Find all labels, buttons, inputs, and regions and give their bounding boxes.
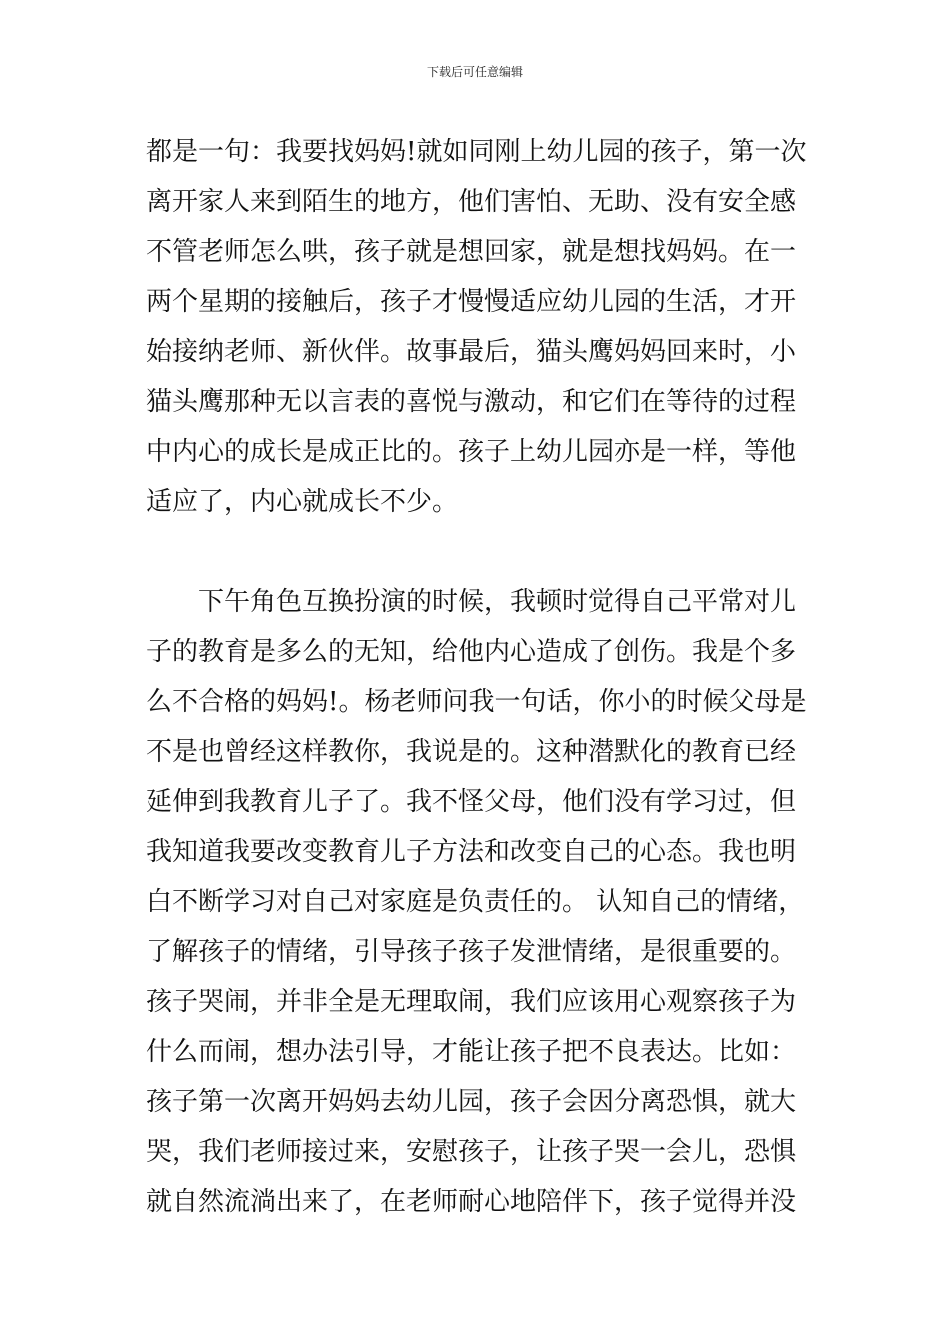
text-line: 什么而闹，想办法引导，才能让孩子把不良表达。比如： [146, 1037, 797, 1067]
text-line: 不是也曾经这样教你，我说是的。这种潜默化的教育已经 [146, 737, 797, 767]
text-line: 始接纳老师、新伙伴。故事最后，猫头鹰妈妈回来时，小 [146, 337, 797, 367]
text-line: 下午角色互换扮演的时候，我顿时觉得自己平常对儿 [146, 587, 797, 617]
paragraph-1 [146, 127, 816, 527]
page-header: 下载后可任意编辑 [426, 65, 523, 79]
text-line: 我知道我要改变教育儿子方法和改变自己的心态。我也明 [146, 837, 797, 867]
text-line: 中内心的成长是成正比的。孩子上幼儿园亦是一样，等他 [146, 437, 797, 467]
text-line: 白不断学习对自己对家庭是负责任的。 认知自己的情绪， [146, 887, 805, 917]
text-line: 就自然流淌出来了，在老师耐心地陪伴下，孩子觉得并没 [146, 1187, 797, 1217]
text-line: 孩子哭闹，并非全是无理取闹，我们应该用心观察孩子为 [146, 987, 797, 1017]
text-line: 两个星期的接触后，孩子才慢慢适应幼儿园的生活，才开 [146, 287, 797, 317]
text-line: 都是一句：我要找妈妈!就如同刚上幼儿园的孩子，第一次 [146, 137, 807, 167]
text-line: 么不合格的妈妈!。杨老师问我一句话，你小的时候父母是 [146, 687, 807, 717]
text-line: 不管老师怎么哄，孩子就是想回家，就是想找妈妈。在一 [146, 237, 797, 267]
text-line: 离开家人来到陌生的地方，他们害怕、无助、没有安全感 [146, 187, 797, 217]
text-line: 哭，我们老师接过来，安慰孩子，让孩子哭一会儿，恐惧 [146, 1137, 797, 1167]
text-line: 适应了，内心就成长不少。 [146, 487, 459, 517]
paragraph-2 [146, 577, 816, 1227]
text-line: 子的教育是多么的无知，给他内心造成了创伤。我是个多 [146, 637, 797, 667]
text-line: 孩子第一次离开妈妈去幼儿园，孩子会因分离恐惧，就大 [146, 1087, 797, 1117]
text-line: 延伸到我教育儿子了。我不怪父母，他们没有学习过，但 [146, 787, 797, 817]
text-line: 猫头鹰那种无以言表的喜悦与激动，和它们在等待的过程 [146, 387, 797, 417]
text-line: 了解孩子的情绪，引导孩子孩子发泄情绪，是很重要的。 [146, 937, 797, 967]
